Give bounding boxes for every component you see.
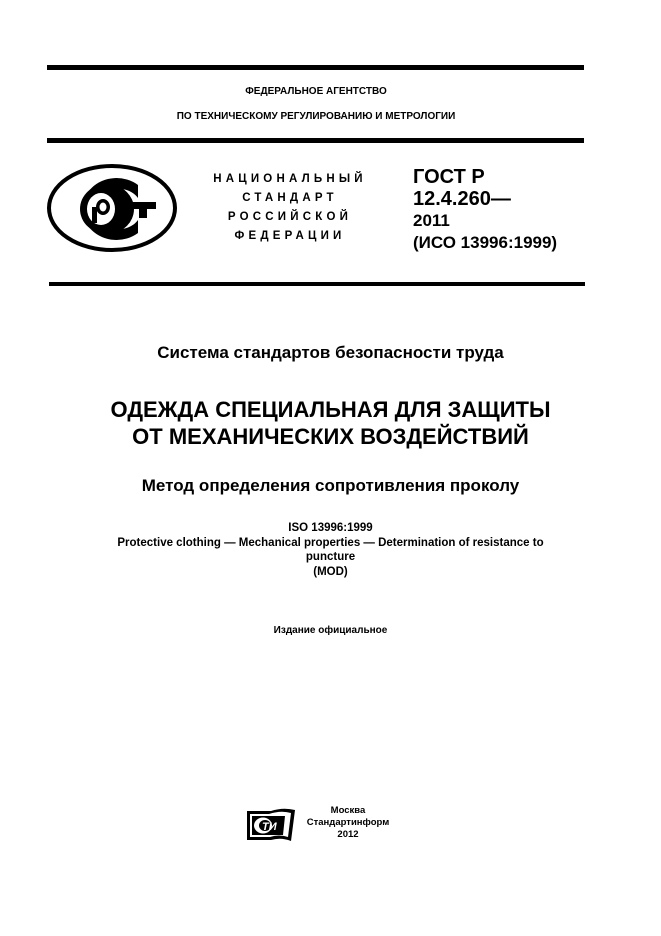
document-title bbox=[0, 396, 661, 450]
top-rule bbox=[47, 65, 584, 70]
iso-number: ISO 13996:1999 bbox=[288, 522, 373, 534]
iso-title-line-2: puncture bbox=[305, 551, 356, 563]
iso-modification: (MOD) bbox=[313, 565, 348, 578]
iso-title-line-1: Protective clothing — Mechanical properties — Determination of resistance to bbox=[117, 536, 544, 549]
designation-line-1: ГОСТ Р bbox=[413, 166, 485, 188]
publication-year: 2012 bbox=[337, 829, 359, 840]
national-line-4: ФЕДЕРАЦИИ bbox=[234, 230, 346, 242]
official-edition-label: Издание официальное bbox=[273, 625, 388, 636]
standartinform-logo-icon bbox=[245, 807, 297, 843]
national-line-1: НАЦИОНАЛЬНЫЙ bbox=[213, 173, 367, 185]
designation-iso: (ИСО 13996:1999) bbox=[413, 233, 558, 252]
gost-r-logo-icon bbox=[46, 163, 178, 253]
national-standard-label bbox=[190, 170, 390, 246]
publisher-name: Стандартинформ bbox=[306, 817, 390, 828]
svg-text:ТИ: ТИ bbox=[262, 821, 277, 833]
method-subtitle: Метод определения сопротивления проколу bbox=[141, 476, 520, 495]
standard-designation bbox=[413, 166, 557, 254]
title-line-2: ОТ МЕХАНИЧЕСКИХ ВОЗДЕЙСТВИЙ bbox=[132, 424, 529, 449]
publisher-city: Москва bbox=[330, 805, 366, 816]
designation-year: 2011 bbox=[413, 211, 450, 230]
block-bottom-rule bbox=[49, 282, 585, 286]
iso-reference bbox=[0, 521, 661, 579]
agency-line-1: ФЕДЕРАЛЬНОЕ АГЕНТСТВО bbox=[245, 86, 387, 97]
standards-series: Система стандартов безопасности труда bbox=[157, 343, 504, 362]
national-line-3: РОССИЙСКОЙ bbox=[227, 211, 353, 223]
designation-line-2: 12.4.260— bbox=[413, 188, 511, 210]
header-divider-rule bbox=[47, 138, 584, 143]
agency-line-2: ПО ТЕХНИЧЕСКОМУ РЕГУЛИРОВАНИЮ И МЕТРОЛОГИИ bbox=[176, 111, 456, 122]
publisher-info bbox=[303, 805, 393, 841]
national-line-2: СТАНДАРТ bbox=[242, 192, 338, 204]
title-line-1: ОДЕЖДА СПЕЦИАЛЬНАЯ ДЛЯ ЗАЩИТЫ bbox=[110, 397, 551, 422]
